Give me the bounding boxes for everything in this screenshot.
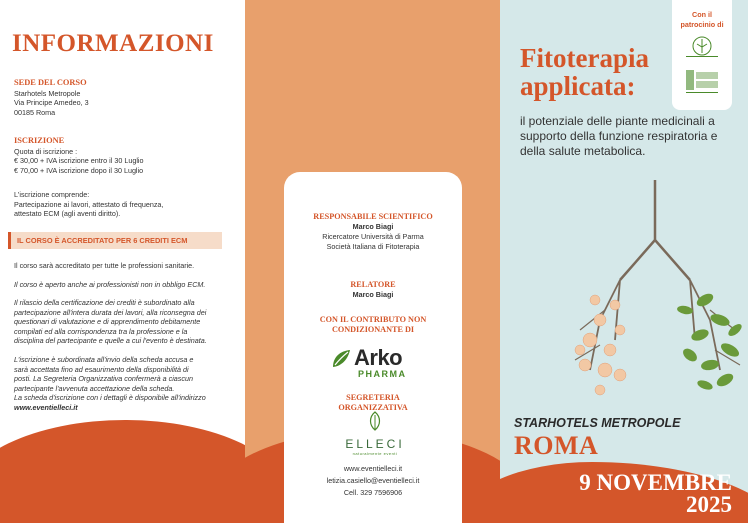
responsabile-line: Ricercatore Università di Parma — [322, 232, 424, 241]
sede-line: 00185 Roma — [14, 107, 56, 117]
cover-panel — [500, 0, 748, 523]
credits-panel — [245, 0, 500, 523]
comprende-line: L'iscrizione comprende: — [14, 190, 90, 199]
contributo-heading: CON IL CONTRIBUTO NON — [319, 315, 427, 324]
ecm-credits-banner: IL CORSO È ACCREDITATO PER 6 CREDITI ECM — [8, 232, 222, 249]
subordinata-line: partecipante l'avvenuta accettazione della scheda. — [14, 383, 175, 393]
arko-pharma-logo — [330, 343, 420, 383]
patrocinio-box — [672, 0, 732, 110]
aperto-text: Il corso è aperto anche ai professionisti non in obbligo ECM. — [14, 280, 206, 289]
relatore-name: Marco Biagi — [352, 290, 394, 299]
arko-sub: PHARMA — [358, 369, 407, 379]
rilascio-line: compilati ed alla corrispondenza tra la professione e la — [14, 326, 188, 336]
accreditato-text: Il corso sarà accreditato per tutte le professioni sanitarie. — [14, 261, 195, 270]
elleci-leaf-icon — [366, 411, 384, 431]
arko-leaf-icon — [330, 347, 354, 371]
responsabile-name: Marco Biagi — [352, 222, 394, 231]
contact-email[interactable]: letizia.casiello@eventielleci.it — [326, 476, 420, 485]
iscrizione-line: € 70,00 + IVA iscrizione dopo il 30 Luglio — [14, 165, 144, 175]
sifit-logo-icon — [682, 34, 722, 62]
subordinata-line: sarà accettata fino ad esaurimento della disponibilità di — [14, 364, 189, 374]
rilascio-section — [14, 298, 236, 346]
cover-title-line: Fitoterapia — [520, 43, 649, 73]
subordinata-line: posti. La Segreteria Organizzativa confermerà a ciascun — [14, 374, 193, 384]
contact-phone: Cell. 329 7596906 — [343, 488, 403, 497]
obla-logo-icon — [682, 67, 722, 97]
venue-city: ROMA — [514, 431, 599, 460]
sede-section — [14, 78, 236, 117]
iscrizione-heading: ISCRIZIONE — [14, 136, 65, 145]
responsabile-line: Società Italiana di Fitoterapia — [326, 242, 420, 251]
responsabile-section — [284, 212, 462, 252]
cover-subtitle: il potenziale delle piante medicinali a supporto della funzione respiratoria e della salute metabolica. — [520, 114, 718, 158]
rilascio-line: disciplina del partecipante e quelle a cui l'evento è destinata. — [14, 336, 207, 346]
contacts-section — [284, 463, 462, 499]
contributo-section — [284, 315, 462, 335]
rilascio-line: questionari di valutazione e di apprendimento debitamente — [14, 317, 201, 327]
subordinata-line: La scheda d'iscrizione con i dettagli è disponibile all'indirizzo — [14, 393, 206, 403]
comprende-line: Partecipazione ai lavori, attestato di frequenza, — [14, 199, 164, 209]
event-date-day: 9 NOVEMBRE — [579, 470, 732, 495]
sede-line: Starhotels Metropole — [14, 88, 81, 98]
segreteria-heading: ORGANIZZATIVA — [338, 403, 408, 412]
elleci-logo — [335, 411, 415, 456]
comprende-section — [14, 190, 236, 219]
relatore-section — [284, 280, 462, 300]
relatore-heading: RELATORE — [350, 280, 396, 289]
info-title: INFORMAZIONI — [12, 30, 214, 57]
patrocinio-label: patrocinio di — [680, 20, 724, 29]
subordinata-section — [14, 355, 236, 413]
responsabile-heading: RESPONSABILE SCIENTIFICO — [313, 212, 433, 221]
iscrizione-section — [14, 136, 236, 175]
iscrizione-line: Quota di iscrizione : — [14, 146, 78, 156]
sede-heading: SEDE DEL CORSO — [14, 78, 87, 87]
website-link[interactable]: www.eventielleci.it — [14, 402, 78, 412]
contributo-heading: CONDIZIONANTE DI — [331, 325, 415, 334]
sede-line: Via Principe Amedeo, 3 — [14, 98, 89, 108]
segreteria-section — [284, 393, 462, 413]
patrocinio-label: Con il — [692, 10, 712, 19]
cover-title-line: applicata: — [520, 71, 636, 101]
cover-title — [520, 44, 649, 100]
bottom-wave — [0, 420, 245, 523]
comprende-line: attestato ECM (agli aventi diritto). — [14, 209, 121, 219]
rilascio-line: Il rilascio della certificazione dei crediti è subordinato alla — [14, 298, 195, 307]
lungs-branch-illustration — [560, 170, 748, 410]
subordinata-line: L'iscrizione è subordinata all'invio della scheda accusa e — [14, 355, 194, 364]
iscrizione-line: € 30,00 + IVA iscrizione entro il 30 Luglio — [14, 156, 144, 166]
elleci-sub: naturalmente eventi — [352, 451, 398, 456]
event-date — [579, 472, 732, 516]
venue-name: STARHOTELS METROPOLE — [514, 416, 681, 430]
event-date-year: 2025 — [686, 492, 732, 517]
arko-name: Arko — [354, 345, 403, 370]
rilascio-line: partecipazione all'intera durata dei lavori, alla riconsegna dei — [14, 307, 207, 317]
segreteria-heading: SEGRETERIA — [346, 393, 400, 402]
elleci-name: ELLECI — [345, 437, 405, 451]
info-panel — [0, 0, 245, 523]
contact-website[interactable]: www.eventielleci.it — [343, 464, 403, 473]
